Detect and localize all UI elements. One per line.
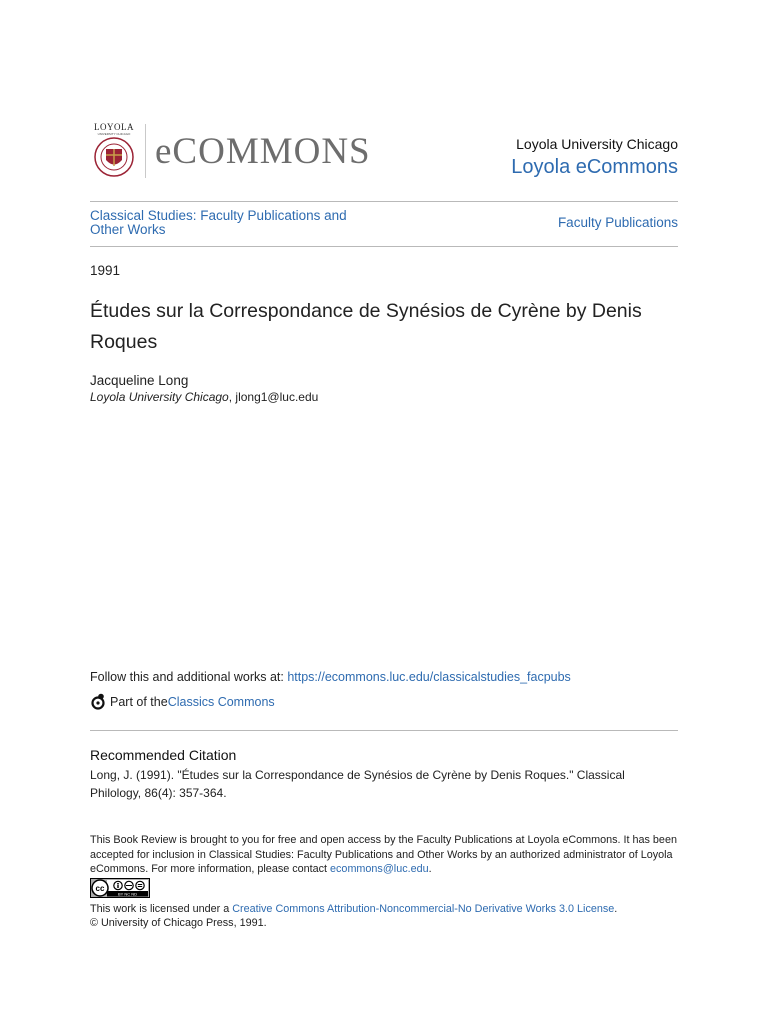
author-affiliation [90, 390, 318, 404]
publication-year: 1991 [90, 263, 121, 278]
access-disclaimer [90, 833, 678, 877]
cc-license-badge-icon[interactable] [90, 878, 150, 898]
follow-label: Follow this and additional works at: [90, 670, 288, 684]
part-of-line [90, 693, 275, 710]
affiliation-separator: , [228, 390, 236, 404]
institution-block [511, 135, 678, 181]
cc-badge-text: cc [95, 884, 105, 893]
ecommons-wordmark: eCOMMONS [155, 130, 371, 172]
license-link[interactable]: Creative Commons Attribution-Noncommercial-No Derivative Works 3.0 License [232, 903, 615, 915]
affiliation-name: Loyola University Chicago [90, 390, 229, 404]
repository-link[interactable]: Loyola eCommons [511, 156, 678, 178]
license-line [90, 902, 617, 917]
citation-heading: Recommended Citation [90, 747, 237, 763]
citation-text: Long, J. (1991). "Études sur la Correspondance de Synésios de Cyrène by Denis Roques." Classical Philology, 86(4): 357-364. [90, 768, 625, 800]
logo-divider [145, 124, 146, 178]
author-name: Jacqueline Long [90, 373, 189, 388]
nav-divider [90, 246, 678, 247]
loyola-seal-icon: LOYOLA UNIVERSITY CHICAGO [90, 122, 138, 180]
faculty-publications-link[interactable]: Faculty Publications [557, 215, 678, 230]
author-email: jlong1@luc.edu [235, 390, 319, 404]
cc-badge-sub: BY NC ND [117, 891, 138, 897]
follow-line [90, 670, 571, 684]
copyright-line: © University of Chicago Press, 1991. [90, 917, 267, 929]
institution-name: Loyola University Chicago [516, 136, 678, 152]
item-title: Études sur la Correspondance de Synésios de Cyrène by Denis Roques [90, 300, 642, 353]
document-page [90, 0, 678, 1024]
contact-email-link[interactable]: ecommons@luc.edu [330, 863, 429, 875]
license-prefix: This work is licensed under a [90, 903, 233, 915]
header-divider [90, 201, 678, 202]
classics-commons-link[interactable]: Classics Commons [167, 694, 275, 709]
network-icon [90, 693, 107, 710]
citation-divider [90, 730, 678, 731]
collection-link[interactable]: Classical Studies: Faculty Publications and Other Works [90, 208, 347, 237]
collection-url-link[interactable]: https://ecommons.luc.edu/classicalstudies_facpubs [287, 670, 571, 684]
ecommons-logo[interactable] [90, 122, 371, 180]
disclaimer-end: . [428, 863, 432, 875]
disclaimer-text: This Book Review is brought to you for free and open access by the Faculty Publications at Loyola eCommons. It has been accepted for inclusion in Classical Studies: Faculty Publications and Other Works by an authorized administrator of Loyola eCommons. For more information, please contact [90, 834, 677, 875]
license-end: . [614, 903, 618, 915]
part-of-label: Part of the [110, 694, 168, 709]
